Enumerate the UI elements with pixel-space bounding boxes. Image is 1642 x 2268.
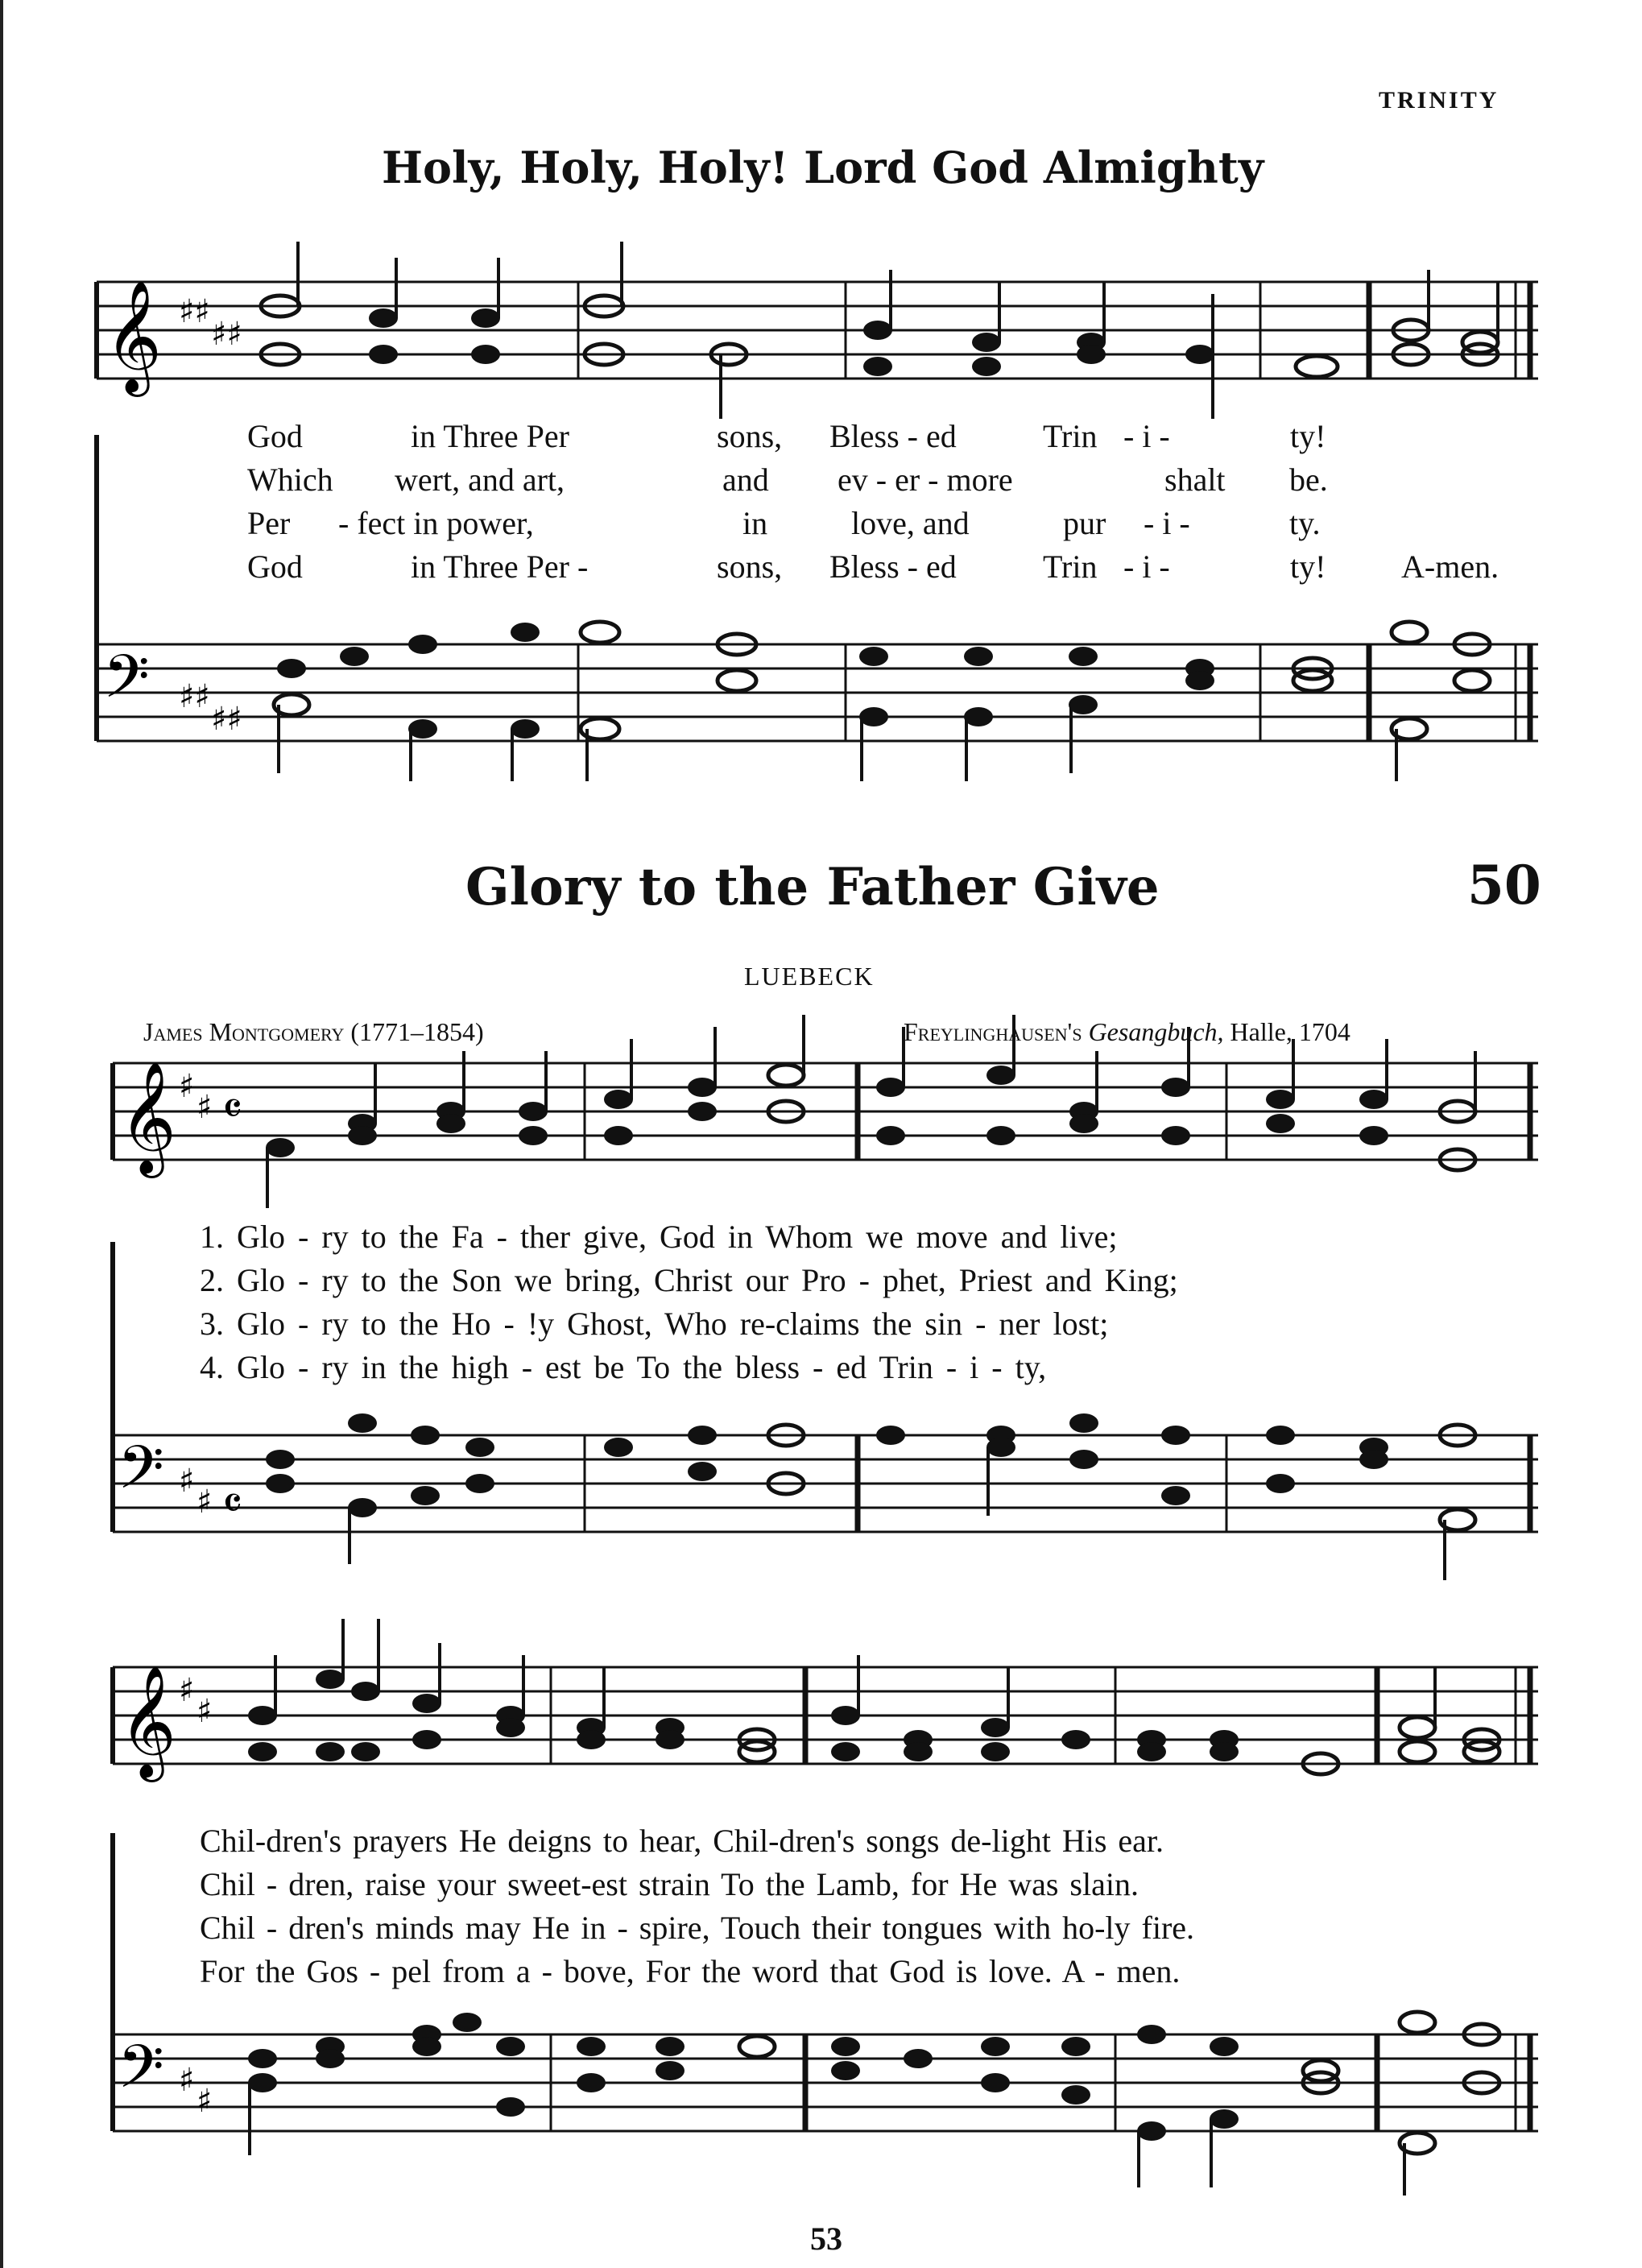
hymn1-title: Holy, Holy, Holy! Lord God Almighty bbox=[382, 142, 1264, 193]
hymn2-title: Glory to the Father Give bbox=[465, 857, 1160, 917]
bass-clef-icon: 𝄢 bbox=[118, 1433, 164, 1517]
bass-clef-icon: 𝄢 bbox=[118, 2032, 164, 2117]
syllable: shalt bbox=[1164, 461, 1226, 498]
hymn2-sys2-treble-staff bbox=[0, 1651, 1642, 1812]
treble-clef-icon: 𝄞 bbox=[105, 280, 162, 392]
hymn2-sys1-verse-2: 2. Glo - ry to the Son we bring, Christ our Pro - phet, Priest and King; bbox=[200, 1262, 1178, 1298]
syllable: Bless - ed bbox=[829, 548, 957, 585]
source-place: Halle, 1704 bbox=[1230, 1017, 1350, 1046]
hymn2-author: James Montgomery (1771–1854) bbox=[143, 1017, 484, 1046]
hymn2-source bbox=[904, 1017, 1350, 1047]
svg-text:♯: ♯ bbox=[179, 1672, 195, 1709]
hymn2-sys2-verse-2: Chil - dren, raise your sweet-est strain To the Lamb, for He was slain. bbox=[200, 1866, 1139, 1902]
syllable: Trin bbox=[1043, 418, 1098, 454]
svg-text:♯: ♯ bbox=[196, 1089, 213, 1126]
syllable: - i - bbox=[1123, 548, 1170, 585]
syllable: in Three Per - bbox=[411, 548, 589, 585]
bass-clef-icon: 𝄢 bbox=[103, 642, 150, 726]
svg-text:♯♯: ♯♯ bbox=[179, 293, 210, 330]
hymn2-number: 50 bbox=[1467, 854, 1541, 917]
treble-clef-icon: 𝄞 bbox=[119, 1666, 176, 1778]
hymn2-sys2-verse-3: Chil - dren's minds may He in - spire, Touch their tongues with ho-ly fire. bbox=[200, 1910, 1195, 1946]
syllable: Which bbox=[247, 461, 333, 498]
syllable: sons, bbox=[717, 548, 783, 585]
syllable: ty! bbox=[1290, 418, 1326, 454]
syllable: sons, bbox=[717, 418, 783, 454]
syllable: ty! bbox=[1290, 548, 1326, 585]
hymn1-bass-staff bbox=[0, 628, 1642, 789]
syllable: and bbox=[722, 461, 769, 498]
svg-text:♯: ♯ bbox=[196, 2083, 213, 2120]
source-name: Freylinghausen's bbox=[904, 1017, 1082, 1046]
svg-text:♯: ♯ bbox=[179, 2062, 195, 2099]
hymn2-sys1-verse-4: 4. Glo - ry in the high - est be To the bless - ed Trin - i - ty, bbox=[200, 1349, 1047, 1385]
syllable: - i - bbox=[1144, 505, 1190, 541]
hymn2-sys1-bass-staff bbox=[0, 1419, 1642, 1580]
hymn2-sys1-verse-1: 1. Glo - ry to the Fa - ther give, God in Whom we move and live; bbox=[200, 1219, 1118, 1255]
hymn1-treble-staff bbox=[0, 266, 1642, 427]
svg-text:♯: ♯ bbox=[179, 1068, 195, 1105]
source-book: Gesangbuch, bbox=[1088, 1017, 1224, 1046]
syllable: Trin bbox=[1043, 548, 1098, 585]
syllable: - fect in power, bbox=[338, 505, 534, 541]
svg-text:♯: ♯ bbox=[196, 1484, 213, 1521]
syllable: love, and bbox=[851, 505, 970, 541]
treble-clef-icon: 𝄞 bbox=[119, 1062, 176, 1173]
svg-text:♯: ♯ bbox=[196, 1693, 213, 1730]
hymn2-tune-name: LUEBECK bbox=[744, 962, 875, 991]
syllable: ty. bbox=[1289, 505, 1321, 541]
syllable: A-men. bbox=[1401, 548, 1499, 585]
svg-text:♯♯: ♯♯ bbox=[211, 316, 242, 353]
hymn2-sys2-bass-staff bbox=[0, 2018, 1642, 2179]
hymn2-sys2-verse-1: Chil-dren's prayers He deigns to hear, Chil-dren's songs de-light His ear. bbox=[200, 1823, 1164, 1859]
hymn2-sys2-verse-4: For the Gos - pel from a - bove, For the word that God is love. A - men. bbox=[200, 1953, 1181, 1989]
syllable: wert, and art, bbox=[395, 461, 565, 498]
syllable: in Three Per bbox=[411, 418, 569, 454]
svg-text:♯: ♯ bbox=[179, 1463, 195, 1500]
syllable: Per bbox=[247, 505, 291, 541]
page-number: 53 bbox=[810, 2220, 842, 2257]
syllable: God bbox=[247, 418, 303, 454]
syllable: be. bbox=[1289, 461, 1328, 498]
svg-text:♯♯: ♯♯ bbox=[211, 701, 242, 738]
syllable: ev - er - more bbox=[838, 461, 1013, 498]
hymn2-sys1-verse-3: 3. Glo - ry to the Ho - !y Ghost, Who re-claims the sin - ner lost; bbox=[200, 1306, 1109, 1342]
tune-label-trinity: TRINITY bbox=[1379, 87, 1499, 114]
svg-text:𝄴: 𝄴 bbox=[222, 1083, 243, 1136]
syllable: in bbox=[742, 505, 768, 541]
syllable: Bless - ed bbox=[829, 418, 957, 454]
svg-text:𝄴: 𝄴 bbox=[222, 1478, 243, 1530]
syllable: God bbox=[247, 548, 303, 585]
svg-text:♯♯: ♯♯ bbox=[179, 678, 210, 715]
syllable: pur bbox=[1063, 505, 1106, 541]
hymn2-sys1-treble-staff bbox=[0, 1047, 1642, 1208]
syllable: - i - bbox=[1123, 418, 1170, 454]
